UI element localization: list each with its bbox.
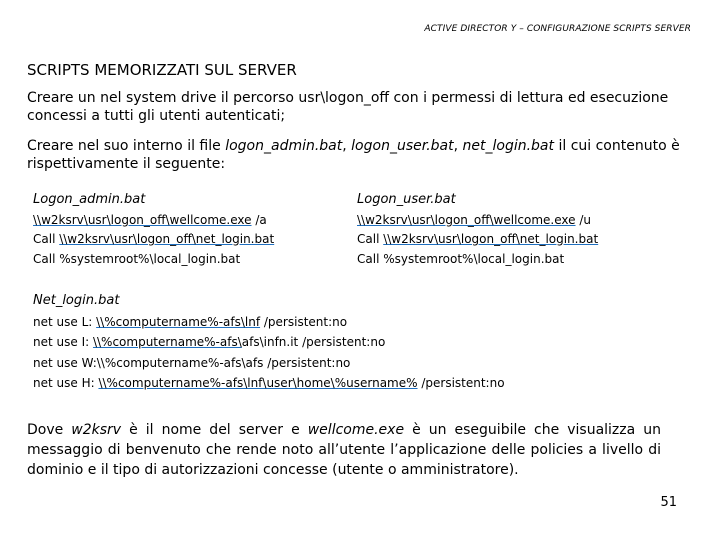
final-prefix: Dove <box>27 422 72 438</box>
logon-user-heading: Logon_user.bat <box>357 192 456 207</box>
logon-user-line3: Call %systemroot%\local_login.bat <box>357 251 565 266</box>
para2-sep1: , <box>342 138 352 154</box>
net-login-bat-link[interactable]: \\w2ksrv\usr\logon_off\net_login.bat <box>59 232 275 246</box>
net-login-l2-rest: afs\infn.it /persistent:no <box>241 335 386 349</box>
paragraph-create-files <box>27 137 687 173</box>
net-login-block <box>33 291 505 394</box>
logon-admin-line3: Call %systemroot%\local_login.bat <box>33 251 241 266</box>
para2-prefix: Creare nel suo interno il file <box>27 138 226 154</box>
file-name-net-login: net_login.bat <box>462 138 555 154</box>
file-name-logon-user: logon_user.bat <box>351 138 454 154</box>
paragraph-description <box>27 420 661 480</box>
logon-user-line2-prefix: Call <box>357 232 384 246</box>
net-login-line1 <box>33 312 505 333</box>
wellcome-exe-link[interactable]: \\w2ksrv\usr\logon_off\wellcome.exe <box>357 212 576 227</box>
home-share-link[interactable]: \\%computername%-afs\lnf\user\home\%username% <box>98 376 418 390</box>
final-mid: è il nome del server e <box>121 422 308 438</box>
logon-admin-heading: Logon_admin.bat <box>33 192 146 207</box>
logon-admin-line1-rest: /a <box>251 212 267 227</box>
para2-suffix: il cui contenuto è rispettivamente il seguente: <box>27 138 680 172</box>
slide-header: ACTIVE DIRECTOR Y – CONFIGURAZIONE SCRIPTS SERVER <box>424 24 691 34</box>
page-number: 51 <box>660 495 677 510</box>
logon-user-line1 <box>357 211 598 231</box>
net-login-l4-prefix: net use H: <box>33 376 99 390</box>
net-login-heading: Net_login.bat <box>33 293 120 308</box>
net-login-bat-link[interactable]: \\w2ksrv\usr\logon_off\net_login.bat <box>383 232 599 246</box>
paragraph-create-folder: Creare un nel system drive il percorso usr\logon_off con i permessi di lettura ed esecuzione concessi a tutti gli utenti autenticati; <box>27 90 669 124</box>
logon-user-line1-rest: /u <box>575 212 591 227</box>
logon-user-line2 <box>357 230 598 250</box>
net-login-line2 <box>33 332 505 353</box>
para2-sep2: , <box>453 138 463 154</box>
net-login-l2-prefix: net use I: <box>33 335 93 349</box>
net-login-l1-prefix: net use L: <box>33 314 97 329</box>
wellcome-exe-link[interactable]: \\w2ksrv\usr\logon_off\wellcome.exe <box>33 212 252 227</box>
term-w2ksrv: w2ksrv <box>71 422 122 438</box>
net-login-line3: net use W:\\%computername%-afs\afs /persistent:no <box>33 355 351 370</box>
lnf-share-link[interactable]: \\%computername%-afs\lnf <box>96 314 261 329</box>
final-suffix: è un eseguibile che visualizza un messaggio di benvenuto che rende noto all’utente l’applicazione delle policies a livello di dominio e il tipo di autorizzazioni concesse (utente o amministratore). <box>27 422 661 478</box>
net-login-l1-rest: /persistent:no <box>260 314 348 329</box>
slide-title: SCRIPTS MEMORIZZATI SUL SERVER <box>27 61 297 79</box>
logon-admin-line2 <box>33 230 274 250</box>
net-login-l4-rest: /persistent:no <box>417 376 505 390</box>
logon-admin-line2-prefix: Call <box>33 232 60 246</box>
logon-user-block <box>357 190 598 269</box>
term-wellcome-exe: wellcome.exe <box>307 422 405 438</box>
logon-admin-block <box>33 190 274 269</box>
afs-share-link[interactable]: \\%computername%-afs\ <box>92 335 242 349</box>
file-name-logon-admin: logon_admin.bat <box>225 138 343 154</box>
logon-admin-line1 <box>33 211 274 231</box>
net-login-line4 <box>33 373 505 394</box>
